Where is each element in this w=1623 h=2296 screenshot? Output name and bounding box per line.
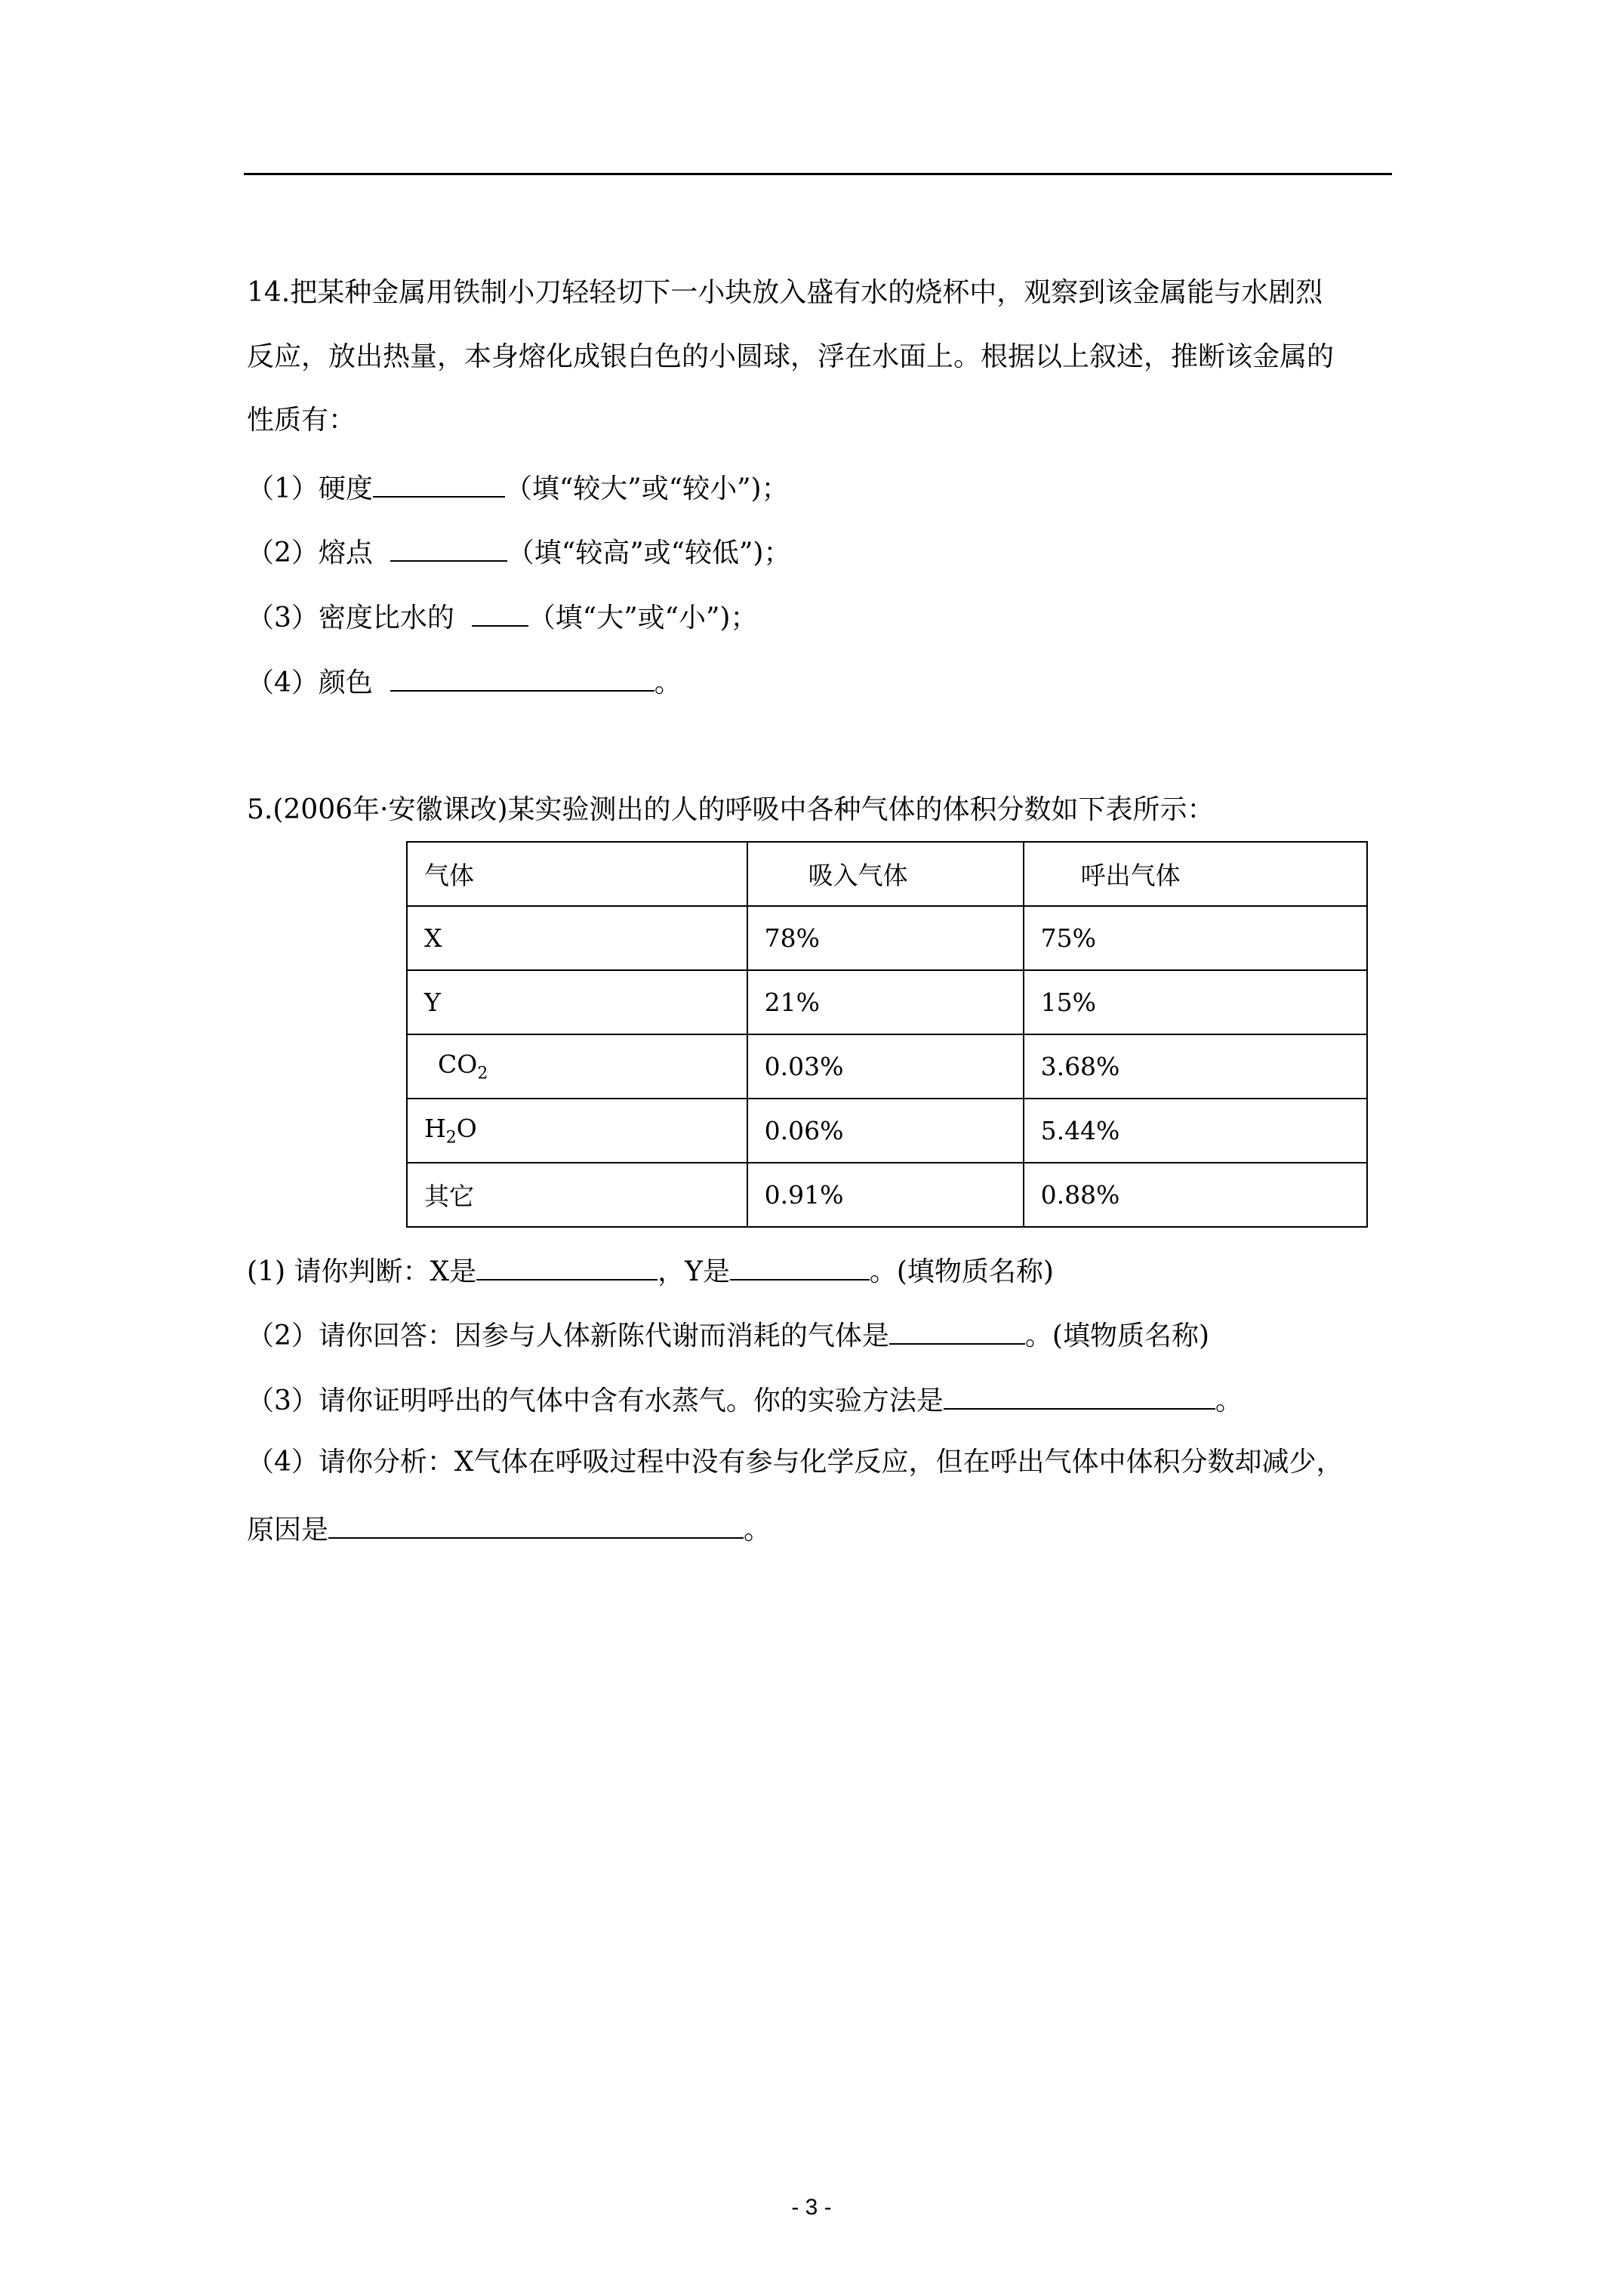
formula-co: CO [438,1049,478,1080]
formula-subscript: 2 [445,1128,457,1148]
q14-part4-end: 。 [654,667,682,698]
table-cell-exhaled: 0.88% [1024,1163,1367,1227]
q14-part1-hint: （填“较大”或“较小”)； [504,473,789,504]
q5-part1-label: (1) 请你判断：X是 [247,1256,477,1287]
q14-text-line3: 性质有： [247,405,356,436]
formula-o: O [456,1114,477,1144]
q5-part1-mid: ，Y是 [658,1256,730,1287]
q5-part1-hint: 。(填物质名称) [869,1256,1054,1287]
table-header-row [407,842,1367,906]
answer-blank-hardness[interactable] [373,470,505,498]
q14-part4 [247,664,682,700]
q5-part4-line1: （4）请你分析：X气体在呼吸过程中没有参与化学反应，但在呼出气体中体积分数却减少， [247,1447,1344,1478]
answer-blank-x[interactable] [476,1253,658,1281]
table-row [407,1163,1367,1227]
q14-part2-hint: （填“较高”或“较低”)； [507,538,791,569]
table-cell-gas [407,1099,747,1163]
q5-part3 [247,1382,1243,1418]
q14-part3-label: （3）密度比水的 [247,603,472,633]
formula-subscript: 2 [477,1064,488,1083]
q14-part2-label: （2）熔点 [247,538,390,569]
table-row [407,970,1367,1034]
table-header-inhaled: 吸入气体 [747,842,1024,906]
q5-part4-end: 。 [744,1515,771,1546]
q5-intro: 5.(2006年·安徽课改)某实验测出的人的呼吸中各种气体的体积分数如下表所示： [247,794,1215,825]
answer-blank-consumed-gas[interactable] [889,1318,1025,1345]
table-cell-gas: X [407,906,747,970]
q14-part1 [247,470,789,506]
q5-part4-line2 [247,1512,771,1547]
table-cell-gas: 其它 [407,1163,747,1227]
table-cell-gas [407,1034,747,1099]
table-cell-exhaled: 5.44% [1024,1099,1367,1163]
table-cell-exhaled: 3.68% [1024,1034,1367,1099]
header-rule [244,173,1392,175]
answer-blank-melting-point[interactable] [390,535,507,562]
page-number: - 3 - [791,2195,832,2220]
answer-blank-method[interactable] [944,1382,1215,1410]
formula-h: H [424,1114,446,1144]
answer-blank-density[interactable] [472,599,528,627]
answer-blank-color[interactable] [390,664,654,692]
q5-part3-label: （3）请你证明呼出的气体中含有水蒸气。你的实验方法是 [247,1385,944,1416]
q14-part1-label: （1）硬度 [247,473,373,504]
q14-text-line2: 反应，放出热量，本身熔化成银白色的小圆球，浮在水面上。根据以上叙述，推断该金属的 [247,341,1335,372]
answer-blank-y[interactable] [730,1253,870,1281]
table-cell-exhaled: 75% [1024,906,1367,970]
q5-part2-hint: 。(填物质名称) [1024,1321,1209,1351]
q5-part3-end: 。 [1215,1385,1243,1416]
table-cell-inhaled: 78% [747,906,1024,970]
q5-part1 [247,1253,1054,1289]
table-row [407,1099,1367,1163]
q14-text-line1: 14.把某种金属用铁制小刀轻轻切下一小块放入盛有水的烧杯中，观察到该金属能与水剧烈 [247,277,1323,308]
answer-blank-reason[interactable] [328,1512,744,1539]
table-header-gas: 气体 [407,842,747,906]
q14-part2 [247,535,790,570]
table-row [407,906,1367,970]
q5-part2 [247,1318,1209,1353]
table-cell-inhaled: 0.03% [747,1034,1024,1099]
table-cell-gas: Y [407,970,747,1034]
q14-part4-label: （4）颜色 [247,667,390,698]
q5-part2-label: （2）请你回答：因参与人体新陈代谢而消耗的气体是 [247,1321,889,1351]
table-cell-inhaled: 0.06% [747,1099,1024,1163]
gas-volume-table [406,841,1368,1228]
table-row [407,1034,1367,1099]
table-header-exhaled: 呼出气体 [1024,842,1367,906]
q14-part3-hint: （填“大”或“小”)； [528,603,758,633]
q5-part4-label: 原因是 [247,1515,329,1546]
q14-part3 [247,599,757,635]
table-cell-inhaled: 21% [747,970,1024,1034]
table-cell-exhaled: 15% [1024,970,1367,1034]
table-cell-inhaled: 0.91% [747,1163,1024,1227]
